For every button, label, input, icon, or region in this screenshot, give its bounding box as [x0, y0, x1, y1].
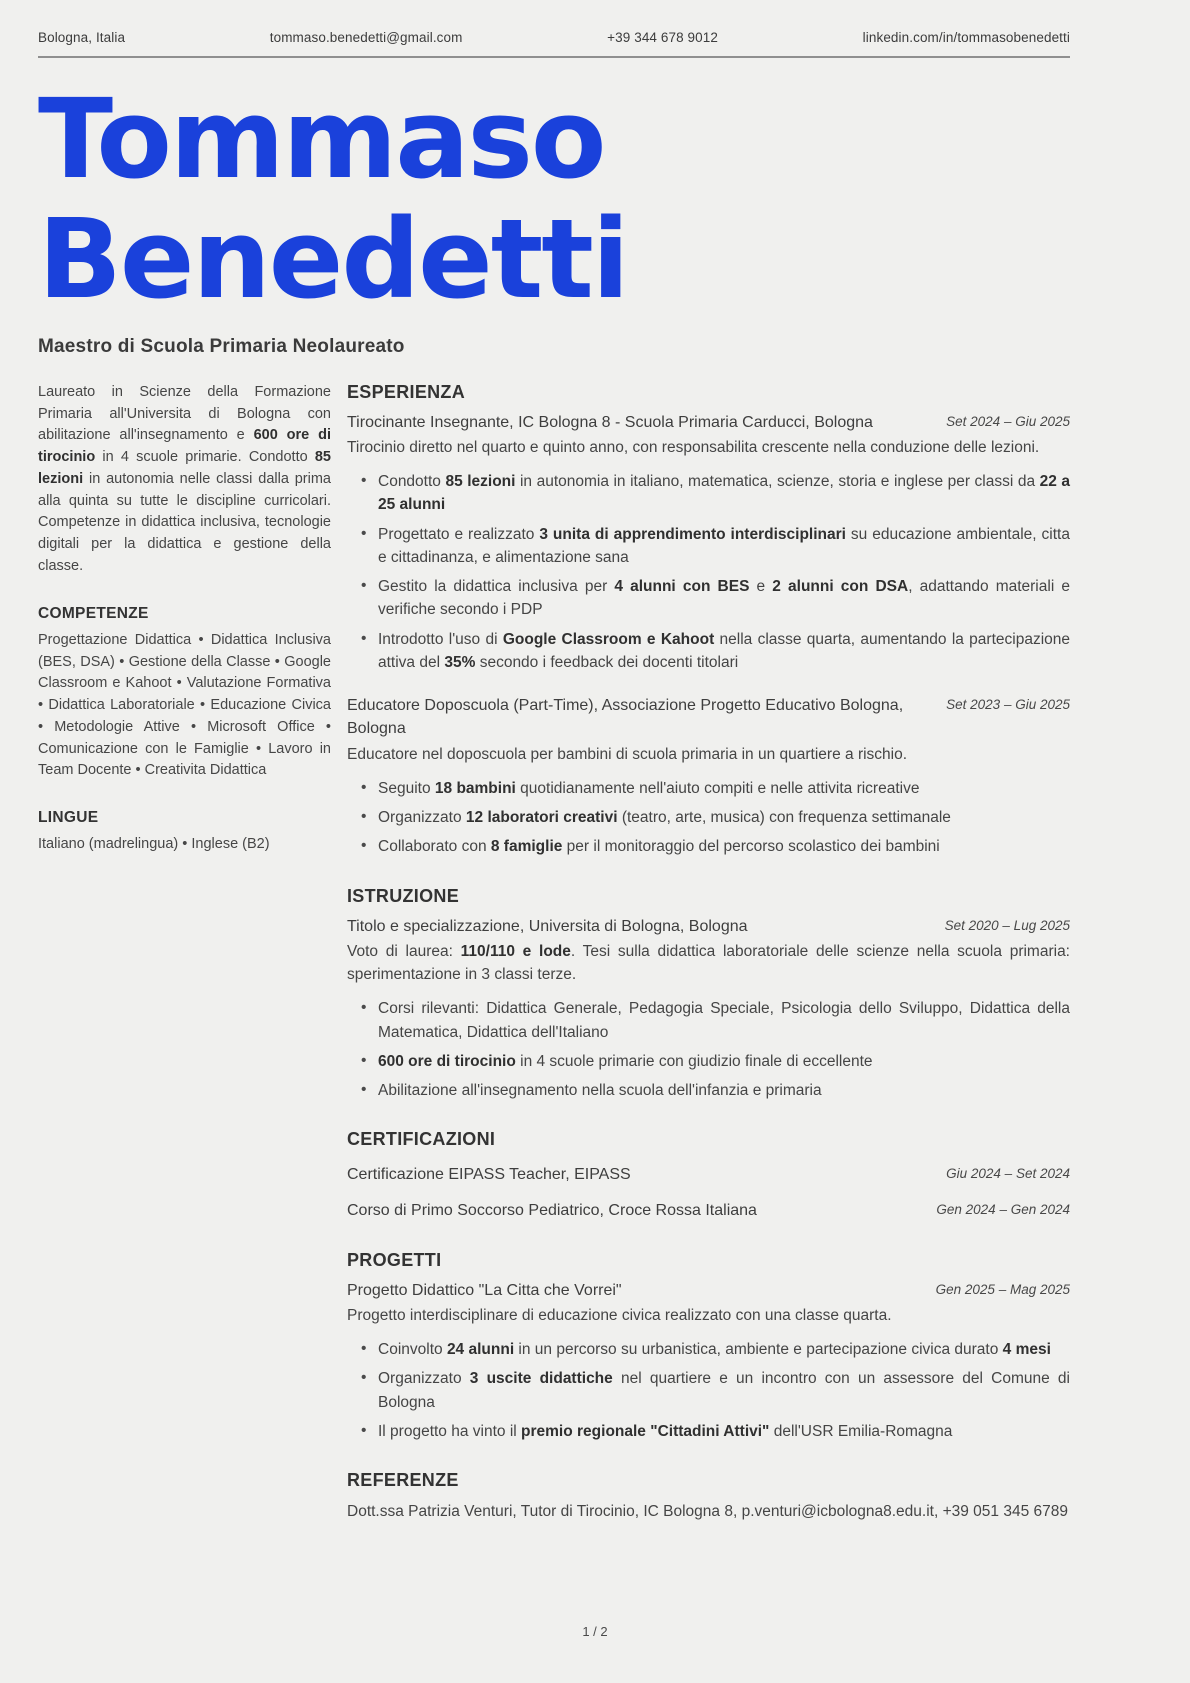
bullet-item: [347, 470, 1070, 517]
contact-linkedin[interactable]: linkedin.com/in/tommasobenedetti: [862, 30, 1070, 45]
bullet-text: Collaborato con 8 famiglie per il monitoraggio del percorso scolastico dei bambini: [378, 838, 940, 856]
bullet-text: Organizzato 12 laboratori creativi (teatro, arte, musica) con frequenza settimanale: [378, 809, 951, 827]
header-divider: [38, 56, 1070, 58]
bullet-text: Corsi rilevanti: Didattica Generale, Pedagogia Speciale, Psicologia dello Sviluppo, Didattica della Matematica, Didattica dell'Italiano: [378, 1000, 1070, 1041]
certification-entry: [347, 1163, 1070, 1186]
entry-date: Giu 2024 – Set 2024: [946, 1166, 1070, 1182]
entry-date: Gen 2025 – Mag 2025: [935, 1281, 1070, 1297]
entry-role: Corso di Primo Soccorso Pediatrico, Croce Rossa Italiana: [347, 1202, 757, 1220]
bullet-item: [347, 1050, 1070, 1073]
certificazioni-heading: CERTIFICAZIONI: [347, 1129, 496, 1150]
entry-description: Educatore nel doposcuola per bambini di scuola primaria in un quartiere a rischio.: [347, 745, 908, 763]
entry-description: Voto di laurea: 110/110 e lode. Tesi sulla didattica laboratoriale delle scienze nella scuola primaria: sperimentazione in 3 classi terze.: [347, 942, 1070, 984]
competenze-text: Progettazione Didattica • Didattica Inclusiva (BES, DSA) • Gestione della Classe • Google Classroom e Kahoot • Valutazione Formativa • Didattica Laboratoriale • Educazione Civica • Metodologie Attive • Microsoft Office • Comunicazione con le Famiglie • Lavoro in Team Docente • Creativita Didattica: [38, 631, 331, 779]
bullet-marker: •: [361, 1369, 367, 1387]
page-number: 1 / 2: [582, 1624, 608, 1639]
bullet-item: [347, 806, 1070, 829]
bullet-marker: •: [361, 1340, 367, 1358]
bullet-text: Introdotto l'uso di Google Classroom e Kahoot nella classe quarta, aumentando la partecipazione attiva del 35% secondo i feedback dei docenti titolari: [378, 630, 1071, 671]
bullet-marker: •: [361, 629, 367, 647]
bullet-text: Condotto 85 lezioni in autonomia in italiano, matematica, scienze, storia e inglese per classi da 22 a 25 alunni: [378, 473, 1071, 514]
bullet-text: Seguito 18 bambini quotidianamente nell'aiuto compiti e nelle attivita ricreative: [378, 779, 920, 797]
entry-date: Gen 2024 – Gen 2024: [936, 1202, 1070, 1218]
bullet-marker: •: [361, 524, 367, 542]
entry-bullets: [347, 997, 1070, 1102]
entry-role: Educatore Doposcuola (Part-Time), Associazione Progetto Educativo Bologna, Bologna: [347, 697, 904, 738]
bullet-item: [347, 523, 1070, 570]
istruzione-heading: ISTRUZIONE: [347, 885, 460, 906]
entry-head: [347, 411, 1070, 434]
bullet-item: [347, 1420, 1070, 1443]
bullet-marker: •: [361, 1051, 367, 1069]
bullet-marker: •: [361, 577, 367, 595]
entry-bullets: [347, 777, 1070, 859]
competenze-heading: COMPETENZE: [38, 604, 149, 622]
candidate-title: Maestro di Scuola Primaria Neolaureato: [38, 335, 405, 357]
experience-entry: [347, 411, 1070, 674]
bullet-text: Progettato e realizzato 3 unita di apprendimento interdisciplinari su educazione ambientale, citta e cittadinanza, e alimentazione sana: [378, 525, 1070, 566]
esperienza-heading: ESPERIENZA: [347, 381, 466, 402]
bullet-text: Abilitazione all'insegnamento nella scuola dell'infanzia e primaria: [378, 1082, 822, 1100]
entry-bullets: [347, 470, 1070, 674]
entry-description: Tirocinio diretto nel quarto e quinto anno, con responsabilita crescente nella conduzione delle lezioni.: [347, 438, 1040, 456]
bullet-marker: •: [361, 472, 367, 490]
bullet-text: Coinvolto 24 alunni in un percorso su urbanistica, ambiente e partecipazione civica durato 4 mesi: [378, 1341, 1051, 1359]
bullet-marker: •: [361, 808, 367, 826]
lingue-text: Italiano (madrelingua) • Inglese (B2): [38, 836, 270, 853]
contact-phone[interactable]: +39 344 678 9012: [607, 30, 718, 45]
bullet-item: [347, 1367, 1070, 1414]
entry-date: Set 2020 – Lug 2025: [944, 917, 1070, 933]
entry-head: [347, 1279, 1070, 1302]
entry-role: Certificazione EIPASS Teacher, EIPASS: [347, 1166, 631, 1184]
lingue-heading: LINGUE: [38, 809, 99, 827]
entry-date: Set 2024 – Giu 2025: [946, 413, 1070, 429]
bullet-text: Organizzato 3 uscite didattiche nel quartiere e un incontro con un assessore del Comune di Bologna: [378, 1370, 1070, 1411]
certification-entry: [347, 1199, 1070, 1222]
contact-bar: [38, 30, 1070, 45]
entry-date: Set 2023 – Giu 2025: [946, 697, 1070, 713]
content-columns: [38, 382, 1070, 1524]
bullet-marker: •: [361, 1081, 367, 1099]
bullet-item: [347, 997, 1070, 1044]
bullet-marker: •: [361, 1421, 367, 1439]
candidate-name: [38, 75, 1070, 323]
bullet-item: [347, 628, 1070, 675]
entry-bullets: [347, 1338, 1070, 1443]
bullet-item: [347, 575, 1070, 622]
contact-location: Bologna, Italia: [38, 30, 126, 45]
entry-head: [347, 915, 1070, 938]
contact-email[interactable]: tommaso.benedetti@gmail.com: [269, 30, 463, 45]
entry-role: Tirocinante Insegnante, IC Bologna 8 - Scuola Primaria Carducci, Bologna: [347, 413, 873, 431]
bullet-text: Gestito la didattica inclusiva per 4 alunni con BES e 2 alunni con DSA, adattando materiali e verifiche secondo i PDP: [378, 578, 1071, 619]
main-column: [347, 382, 1070, 1524]
entry-role: Progetto Didattico "La Citta che Vorrei": [347, 1281, 622, 1299]
candidate-first-name: Tommaso: [38, 75, 605, 203]
project-entry: [347, 1279, 1070, 1443]
referenze-text: Dott.ssa Patrizia Venturi, Tutor di Tirocinio, IC Bologna 8, p.venturi@icbologna8.edu.it, +39 051 345 6789: [347, 1503, 1068, 1521]
bullet-item: [347, 777, 1070, 800]
progetti-heading: PROGETTI: [347, 1249, 442, 1270]
summary-paragraph: Laureato in Scienze della Formazione Primaria all'Universita di Bologna con abilitazione all'insegnamento e 600 ore di tirocinio in 4 scuole primarie. Condotto 85 lezioni in autonomia nelle classi dalla prima alla quinta su tutte le discipline curricolari. Competenze in didattica inclusiva, tecnologie digitali per la didattica e gestione della classe.: [38, 383, 331, 574]
bullet-item: [347, 1079, 1070, 1102]
bullet-text: 600 ore di tirocinio in 4 scuole primarie con giudizio finale di eccellente: [378, 1052, 873, 1070]
entry-head: [347, 694, 1070, 740]
sidebar: [38, 382, 331, 1524]
entry-role: Titolo e specializzazione, Universita di Bologna, Bologna: [347, 917, 748, 935]
bullet-marker: •: [361, 837, 367, 855]
bullet-marker: •: [361, 778, 367, 796]
entry-description: Progetto interdisciplinare di educazione civica realizzato con una classe quarta.: [347, 1306, 892, 1324]
experience-entry: [347, 694, 1070, 858]
referenze-heading: REFERENZE: [347, 1470, 459, 1491]
bullet-item: [347, 835, 1070, 858]
bullet-item: [347, 1338, 1070, 1361]
bullet-marker: •: [361, 999, 367, 1017]
candidate-last-name: Benedetti: [38, 194, 628, 323]
education-entry: [347, 915, 1070, 1103]
bullet-text: Il progetto ha vinto il premio regionale "Cittadini Attivi" dell'USR Emilia-Romagna: [378, 1422, 953, 1440]
